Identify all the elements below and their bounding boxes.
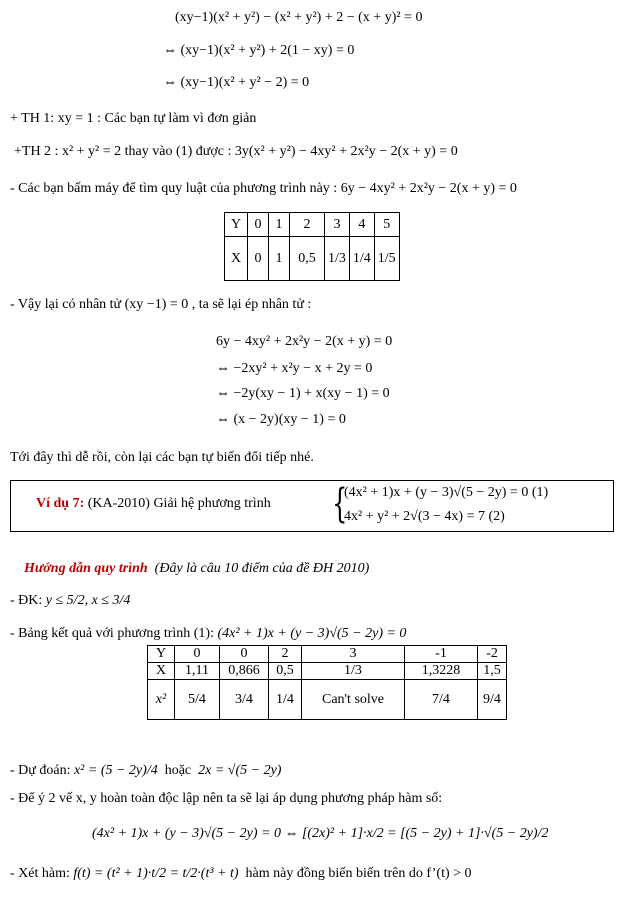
example-text: (KA-2010) Giải hệ phương trình: [87, 496, 271, 511]
case-1: + TH 1: xy = 1 : Các bạn tự làm vì đơn giản: [10, 111, 257, 126]
eq-top-2: ⇔ (xy−1)(x² + y²) + 2(1 − xy) = 0: [163, 43, 355, 58]
table-row: [148, 646, 507, 663]
table-cell: 5/4: [175, 680, 220, 720]
table-cell: Can't solve: [302, 680, 405, 720]
system-eq-1: (4x² + 1)x + (y − 3)√(5 − 2y) = 0 (1): [344, 485, 549, 500]
table-cell: 0,866: [220, 663, 269, 680]
table-results: [147, 645, 507, 720]
table-cell: 9/4: [478, 680, 507, 720]
example-7-heading: [36, 495, 271, 513]
prediction-line: - Dự đoán: x² = (5 − 2y)/4 hoặc 2x = √(5 − 2y): [10, 763, 282, 778]
table-cell: Y: [225, 213, 248, 237]
table-cell: 5: [374, 213, 399, 237]
table-cell: X: [148, 663, 175, 680]
table-cell: 1/4: [349, 237, 374, 281]
example-label: Ví dụ 7:: [36, 496, 85, 511]
table-cell: 0: [248, 237, 269, 281]
condition-line: - ĐK: y ≤ 5/2, x ≤ 3/4: [10, 593, 131, 608]
table-cell: 1/3: [302, 663, 405, 680]
eq-factor-4: ⇔ (x − 2y)(xy − 1) = 0: [216, 412, 346, 427]
eq-top-1: (xy−1)(x² + y²) − (x² + y²) + 2 − (x + y)² = 0: [175, 10, 423, 25]
function-method-note: - Để ý 2 vế x, y hoàn toàn độc lập nên ta sẽ lại áp dụng phương pháp hàm số:: [10, 791, 443, 806]
table-cell: 1: [269, 213, 290, 237]
system-brace: {: [332, 481, 348, 527]
table-cell: 1,11: [175, 663, 220, 680]
table-row: [225, 213, 400, 237]
table-cell: 0,5: [290, 237, 325, 281]
guide-heading: Hướng dẫn quy trình (Đây là câu 10 điểm của đề ĐH 2010): [24, 561, 370, 576]
table-cell: 4: [349, 213, 374, 237]
conclusion-text: Tới đây thì dễ rồi, còn lại các bạn tự biến đổi tiếp nhé.: [10, 450, 314, 465]
eq-factor-1: 6y − 4xy² + 2x²y − 2(x + y) = 0: [216, 334, 393, 349]
results-line: - Bảng kết quả với phương trình (1): (4x² + 1)x + (y − 3)√(5 − 2y) = 0: [10, 626, 407, 641]
table-cell: X: [225, 237, 248, 281]
table-cell: 3: [325, 213, 350, 237]
table-row: [148, 680, 507, 720]
system-eq-2: 4x² + y² + 2√(3 − 4x) = 7 (2): [344, 509, 505, 524]
table-cell: 1/4: [269, 680, 302, 720]
eq-factor-2: ⇔ −2xy² + x²y − x + 2y = 0: [216, 361, 373, 376]
table-y-x: [224, 212, 400, 281]
table-cell: 0: [248, 213, 269, 237]
table-cell: 3/4: [220, 680, 269, 720]
calc-hint: - Các bạn bấm máy để tìm quy luật của phương trình này : 6y − 4xy² + 2x²y − 2(x + y) = 0: [10, 181, 517, 196]
table-cell: -1: [405, 646, 478, 663]
table-cell: Y: [148, 646, 175, 663]
table-cell: 1,5: [478, 663, 507, 680]
table-cell: 1/5: [374, 237, 399, 281]
table-cell: -2: [478, 646, 507, 663]
table-cell: 0: [175, 646, 220, 663]
factor-hint: - Vậy lại có nhân tử (xy −1) = 0 , ta sẽ lại ép nhân tử :: [10, 297, 312, 312]
eq-top-3: ⇔ (xy−1)(x² + y² − 2) = 0: [163, 75, 310, 90]
consider-function-line: - Xét hàm: f(t) = (t² + 1)·t/2 = t/2·(t³ + t) hàm này đồng biến biến trên do f’(t) > 0: [10, 866, 472, 881]
table-row: [225, 237, 400, 281]
table-cell: 2: [290, 213, 325, 237]
table-cell: 1/3: [325, 237, 350, 281]
table-cell: 0,5: [269, 663, 302, 680]
table-cell: 3: [302, 646, 405, 663]
case-2: +TH 2 : x² + y² = 2 thay vào (1) được : 3y(x² + y²) − 4xy² + 2x²y − 2(x + y) = 0: [14, 144, 458, 159]
table-cell: 1,3228: [405, 663, 478, 680]
eq-factor-3: ⇔ −2y(xy − 1) + x(xy − 1) = 0: [216, 386, 390, 401]
table-cell: 1: [269, 237, 290, 281]
table-row: [148, 663, 507, 680]
table-cell: 0: [220, 646, 269, 663]
table-cell: 2: [269, 646, 302, 663]
table-cell: 7/4: [405, 680, 478, 720]
table-cell: x²: [148, 680, 175, 720]
function-method-eq: (4x² + 1)x + (y − 3)√(5 − 2y) = 0 ⇔ [(2x)² + 1]·x/2 = [(5 − 2y) + 1]·√(5 − 2y)/2: [92, 826, 549, 841]
